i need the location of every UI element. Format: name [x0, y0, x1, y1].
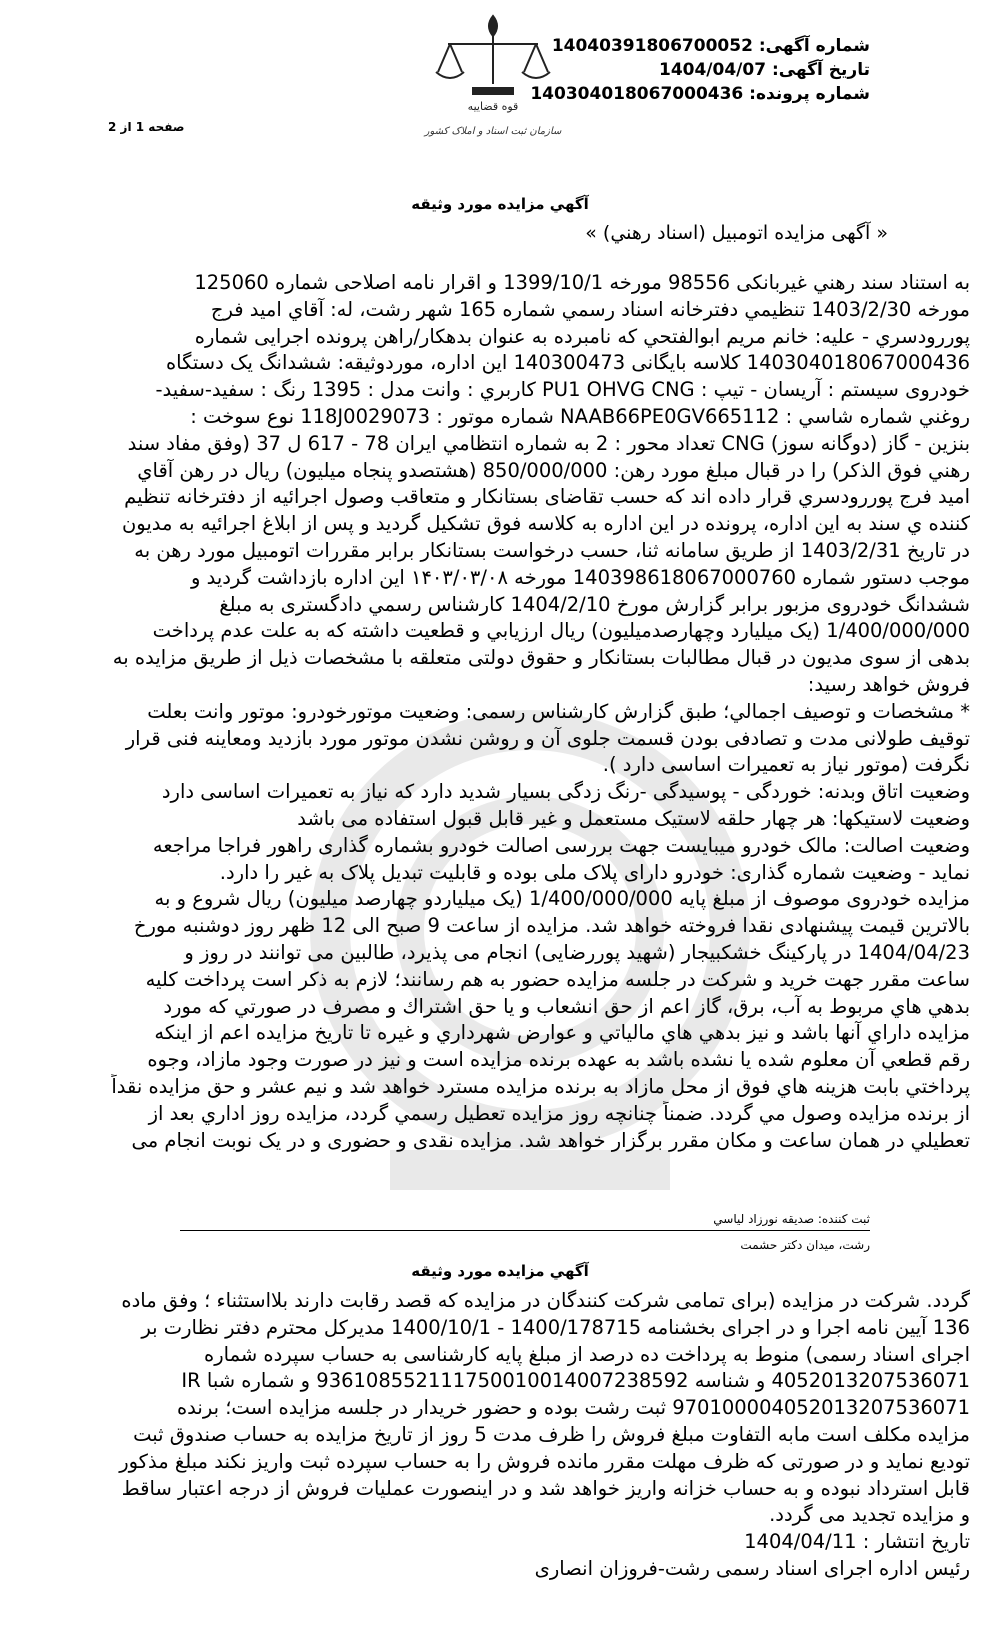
body-line: توديع نمايد و در صورتی كه ظرف مهلت مقرر مانده فروش را به حساب سپرده ثبت واريز نكند مبلغ مذكور [119, 1449, 970, 1473]
body-line: نگرفت (موتور نياز به تعميرات اساسی دارد ). [602, 753, 970, 777]
body-line: اميد فرج پوررودسري قرار داده اند كه حسب تقاضای بستانكار و متعاقب وصول اجرائيه از دفترخانه تنظيم [124, 485, 970, 509]
body-line: و مزايده تجديد می گردد. [769, 1503, 970, 1527]
body-line: رهني فوق الذكر) را در قبال مبلغ مورد رهن: 850/000/000 (هشتصدو پنجاه ميليون) ريال در رهن آقاي [137, 458, 970, 482]
body-line: 4052013207536071 و شناسه 936108552111750010014007238592 و شماره شبا IR [181, 1369, 970, 1393]
body-line: توقيف طولانی مدت و تصادفی بودن قسمت جلوی آن و روشن نشدن موتور مورد بازديد ومعاينه فنی قرار [125, 726, 970, 750]
publish-date: تاريخ انتشار : 1404/04/11 [744, 1530, 970, 1554]
body-line: * مشخصات و توصيف اجمالي؛ طبق گزارش كارشناس رسمی: وضعيت موتورخودرو: موتور وانت بعلت [147, 699, 970, 723]
body-line: 136 آيين نامه اجرا و در اجرای بخشنامه 1400/178715 - 1400/10/1 مديركل محترم دفتر نظارت بر [141, 1315, 970, 1339]
body-line: ساعت مقرر جهت خريد و شركت در جلسه مزايده حضور به هم رسانند؛ لازم به ذكر است پرداخت كليه [145, 967, 970, 991]
body-line: مزايده مكلف است مابه التفاوت مبلغ فروش را ظرف مدت 5 روز از تاريخ مزايده به حساب صندوق ثبت [133, 1422, 970, 1446]
body-line: مزايده داراي آنها باشد و نيز بدهي هاي مالياتي و عوارض شهرداري و غيره تا تاريخ مزايده اعم از اينكه [154, 1021, 970, 1045]
body-line: بدهی از سوی مديون در قبال مطالبات بستانكار و حقوق دولتی متعلقه با مشخصات ذيل از طريق مزايده به [112, 646, 970, 670]
body-line: پوررودسري - عليه: خانم مريم ابوالفتحي كه نامبرده به عنوان بدهكار/راهن پرونده اجرايی شماره [194, 324, 970, 348]
body-line: پرداختي بابت هزينه هاي فوق از محل مازاد به برنده مزايده مسترد خواهد شد و نيم عشر و حق مزايده نقداً [111, 1074, 970, 1098]
file-number: شماره پرونده: 140304018067000436 [530, 84, 870, 104]
body-line: قابل استرداد نبوده و به حساب خزانه واريز خواهد شد و در اينصورت عمليات فروش از درجه اعتبار ساقط [121, 1476, 970, 1500]
page2-title: آگهي مزايده مورد وثيقه [411, 1262, 589, 1280]
body-line: 970100004052013207536071 ثبت رشت بوده و حضور خريدار در جلسه مزايده است؛ برنده [176, 1396, 970, 1420]
ad-number: شماره آگهی: 14040391806700052 [551, 36, 870, 56]
signatory: رئيس اداره اجرای اسناد رسمی رشت-فروزان انصاری [534, 1556, 970, 1580]
body-line: ششدانگ خودروی مزبور برابر گزارش مورخ 1404/2/10 كارشناس رسمي دادگستری به مبلغ [219, 592, 970, 616]
continuation-paragraph [30, 1288, 970, 1583]
body-line: از برنده مزايده وصول مي گردد. ضمناً چنانچه روز مزايده تعطيل رسمي گردد، مزايده روز اداري بعد از [148, 1101, 970, 1125]
body-line: به استناد سند رهني غيربانكی 98556 مورخه 1399/10/1 و اقرار نامه اصلاحی شماره 125060 [194, 271, 970, 294]
document-title: آگهي مزايده مورد وثيقه [411, 195, 589, 213]
divider [180, 1230, 870, 1231]
body-line: كننده ي سند به اين اداره، پرونده در اين اداره به كلاسه فوق تشكيل گرديد و پس از ابلاغ اجرائيه به مديون [121, 512, 970, 536]
body-line: بدهي هاي مربوط به آب، برق، گاز اعم از حق انشعاب و يا حق اشتراك و مصرف در صورتي كه مورد [163, 994, 970, 1018]
body-line: موجب دستور شماره 140398618067000760 مورخه ۱۴۰۳/۰۳/۰۸ اين اداره بازداشت گرديد و [190, 565, 970, 589]
body-line: وضعيت اتاق وبدنه: خوردگی - پوسيدگی -رنگ زدگی بسيار شديد دارد كه نياز به تعميرات اساسی دارد [161, 780, 970, 804]
body-line: نمايد - وضعيت شماره گذاری: خودرو دارای پلاک ملی بوده و قابليت تبديل پلاک به غير را دارد. [219, 860, 970, 884]
body-line: روغني شماره شاسي : NAAB66PE0GV665112 شماره موتور : 118J0029073 نوع سوخت : [190, 404, 970, 428]
body-line: مزايده خودروی موصوف از مبلغ پايه 1/400/000/000 (يک ميلياردو چهارصد ميليون) ريال شروع و به [154, 887, 970, 911]
body-line: 140304018067000436 كلاسه بايگانی 140300473 اين اداره، موردوثيقه: ششدانگ يک دستگاه [165, 351, 970, 375]
body-line: فروش خواهد رسيد: [807, 672, 970, 696]
emblem-caption: قوه قضاییه [467, 100, 519, 113]
body-line: 1/400/000/000 (يک ميليارد وچهارصدميليون) ريال ارزيابي و قطعيت داشته كه به علت عدم پرداخت [152, 619, 970, 643]
page-indicator: صفحه 1 از 2 [108, 120, 185, 134]
body-line: مورخه 1403/2/30 تنظيمي دفترخانه اسناد رسمي شماره 165 شهر رشت، له: آقاي اميد فرج [210, 297, 970, 321]
body-line: گردد. شركت در مزايده (برای تمامی شركت كنندگان در مزايده كه قصد رقابت دارند بلااستثناء ؛ وفق ماده [121, 1289, 970, 1312]
emblem-subcaption: سازمان ثبت اسناد و املاک کشور [424, 126, 562, 137]
header-meta [530, 34, 870, 106]
body-line: اجرای اسناد رسمی) منوط به پرداخت ده درصد از مبلغ پايه كارشناسی به حساب سپرده شماره [204, 1342, 970, 1366]
body-line: وضعيت اصالت: مالک خودرو ميبايست جهت بررسی اصالت خودرو بشماره گذاری راهور فراجا مراجعه [152, 833, 970, 857]
office-address: رشت، ميدان دكتر حشمت [740, 1238, 870, 1252]
body-line: تعطيلي در همان ساعت و مكان مقرر برگزار خواهد شد. مزايده نقدی و حضوری و در يک نوبت انجام می [131, 1128, 970, 1152]
document-subtitle: « آگهی مزایده اتومبیل (اسناد رهني) » [585, 222, 888, 244]
body-line: خودروی سيستم : آريسان - تيپ : PU1 OHVG CNG كاربري : وانت مدل : 1395 رنگ : سفيد-سفيد- [155, 378, 970, 402]
body-line: رقم قطعي آن معلوم شده يا نشده باشد به عهده برنده مزايده است و نيز در صورت وجود مازاد، وجوه [147, 1048, 970, 1072]
body-line: بنزين - گاز (دوگانه سوز) CNG تعداد محور : 2 به شماره انتظامي ايران 78 - 617 ل 37 (وفق مفاد سند [127, 431, 970, 455]
body-line: وضعيت لاستيكها: هر چهار حلقه لاستيک مستعمل و غير قابل قبول استفاده می باشد [297, 806, 970, 830]
body-line: بالاترين قيمت پيشنهادی نقدا فروخته خواهد شد. مزايده از ساعت 9 صبح الی 12 ظهر روز دوشنبه مورخ [133, 914, 970, 938]
body-line: در تاريخ 1403/2/31 از طريق سامانه ثنا، حسب درخواست بستانكار برابر مقررات اتومبيل مورد رهن به [134, 538, 970, 562]
body-line: 1404/04/23 در پاركينگ خشكبيجار (شهيد پوررضايی) انجام می پذيرد، طالبين می توانند در روز و [184, 940, 970, 964]
body-paragraph [30, 270, 970, 1154]
registrar-name: ثبت كننده: صديقه نورزاد لياسي [713, 1212, 870, 1226]
ad-date: تاریخ آگهی: 1404/04/07 [658, 60, 870, 80]
